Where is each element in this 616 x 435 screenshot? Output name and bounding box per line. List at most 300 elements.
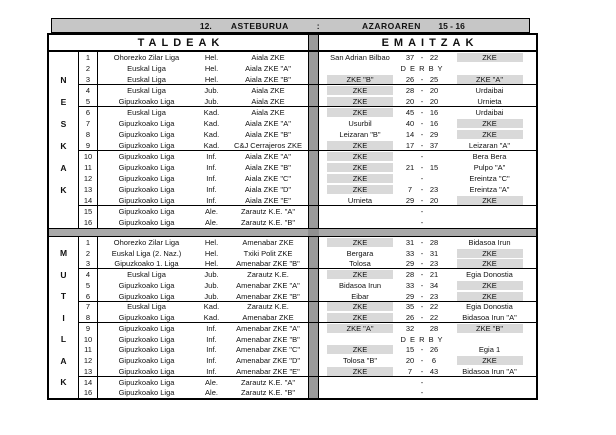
- home-score: 28: [405, 270, 415, 280]
- team-name: Aiala ZKE "A": [245, 152, 291, 161]
- category-label: Jub.: [204, 280, 219, 290]
- home-score: 17: [401, 140, 419, 151]
- score-dash: -: [420, 152, 424, 161]
- girls-row: [49, 184, 536, 195]
- score-dash: -: [420, 163, 424, 172]
- away-team-shaded: ZKE: [457, 259, 523, 268]
- home-team: [319, 85, 401, 96]
- category-label: Ale.: [205, 218, 218, 227]
- group-letter: [49, 151, 78, 162]
- league-name: Gipuzkoako Liga: [118, 152, 175, 161]
- home-score: 29: [401, 259, 419, 270]
- group-letter: M: [59, 248, 68, 259]
- home-team: [319, 107, 401, 118]
- team-name: Txiki Polit ZKE: [243, 248, 293, 258]
- category-label: Inf.: [206, 356, 217, 366]
- home-team: Eibar: [319, 291, 401, 302]
- section-divider-strip: [308, 302, 319, 313]
- section-divider-strip: [308, 52, 319, 63]
- league-name: Euskal Liga: [127, 270, 166, 280]
- away-team: Egia 1: [478, 345, 501, 355]
- row-number: 10: [78, 334, 98, 345]
- results-title-cell: [319, 35, 536, 50]
- away-team: Egia Donostia: [466, 270, 513, 280]
- away-team: [443, 206, 536, 217]
- away-score: 25: [425, 74, 443, 85]
- category-label: Hel.: [204, 64, 219, 73]
- row-number: 16: [78, 388, 98, 399]
- league-name: Gipuzkoako Liga: [98, 195, 195, 206]
- section-divider-strip: [308, 63, 319, 74]
- home-score: 20: [401, 96, 419, 107]
- home-score: 15: [405, 345, 415, 355]
- section-divider-strip: [308, 388, 319, 399]
- row-number: 10: [78, 151, 98, 162]
- section-divider-strip: [308, 355, 319, 366]
- group-letter: A: [60, 355, 67, 366]
- group-letter: L: [60, 334, 67, 345]
- home-score: [401, 173, 419, 184]
- section-divider-strip: [308, 291, 319, 302]
- league-name: Euskal Liga: [127, 64, 166, 73]
- boys-row: [49, 248, 536, 259]
- team-name: Zarautz K.E. "A": [240, 377, 296, 387]
- girls-row: [49, 173, 536, 184]
- league-name: Gipuzkoako Liga: [118, 388, 175, 398]
- category-label: Kad.: [203, 302, 220, 312]
- home-team-shaded: ZKE: [327, 86, 393, 95]
- section-divider-strip: [308, 35, 319, 50]
- row-number: 7: [78, 118, 98, 129]
- away-team-shaded: ZKE "B": [457, 324, 523, 333]
- away-score: 23: [425, 291, 443, 302]
- home-score: 37: [405, 53, 415, 62]
- team-name: Aiala ZKE: [251, 53, 285, 62]
- row-number: 12: [78, 355, 98, 366]
- away-team: [443, 118, 536, 129]
- row-number: 1: [78, 52, 98, 63]
- league-name: Euskal Liga: [127, 302, 166, 312]
- team-name: Aiala ZKE "D": [244, 185, 292, 194]
- away-score: 26: [429, 345, 439, 355]
- boys-row: [49, 334, 536, 345]
- section-divider-strip: [308, 74, 319, 85]
- away-score: [425, 334, 443, 345]
- league-name: Gipuzkoako Liga: [118, 130, 175, 139]
- home-team: [319, 377, 401, 388]
- away-score: 43: [425, 366, 443, 377]
- category-label: Hel.: [195, 74, 228, 85]
- score-dash: -: [420, 388, 424, 398]
- away-team: [443, 355, 536, 366]
- score-dash: -: [420, 97, 424, 106]
- away-team-shaded: ZKE: [457, 130, 523, 139]
- away-score: 22: [429, 302, 439, 312]
- away-score: 34: [429, 280, 439, 290]
- away-score: 23: [425, 259, 443, 270]
- category-label: Kad.: [203, 130, 220, 139]
- team-name: Amenabar ZKE "D": [235, 356, 301, 366]
- away-team-shaded: ZKE: [457, 281, 523, 290]
- home-team: [319, 74, 401, 85]
- away-score: [425, 151, 443, 162]
- home-team: Tolosa: [319, 259, 401, 270]
- derby-label: D E R B Y: [400, 334, 444, 344]
- home-score: 35: [405, 302, 415, 312]
- girls-row: [49, 63, 536, 74]
- home-score: 7: [401, 366, 419, 377]
- header-colon: :: [316, 21, 320, 31]
- home-score: [401, 217, 419, 228]
- home-score: [401, 151, 419, 162]
- away-team: [443, 280, 536, 291]
- league-name: Gipuzkoako Liga: [98, 96, 195, 107]
- girls-row: [49, 129, 536, 140]
- score-dash: -: [420, 366, 424, 376]
- section-divider-strip: [308, 184, 319, 195]
- section-divider-strip: [308, 85, 319, 96]
- team-name: Amenabar ZKE: [242, 237, 294, 247]
- league-name: Gipuzkoako Liga: [118, 185, 175, 194]
- league-name: Gipuzkoako Liga: [118, 377, 175, 387]
- away-team: [443, 63, 536, 74]
- away-team: [443, 52, 536, 63]
- boys-row: [49, 280, 536, 291]
- derby-label: D E R B Y: [400, 64, 444, 73]
- month-label: AZAROAREN: [362, 21, 421, 31]
- section-divider-strip: [308, 259, 319, 270]
- away-team: [443, 74, 536, 85]
- home-team: [319, 345, 401, 356]
- league-name: Ohorezko Zilar Liga: [113, 53, 180, 62]
- league-name: Euskal Liga: [127, 108, 166, 117]
- group-letter: K: [60, 377, 67, 388]
- row-number: 3: [78, 74, 98, 85]
- home-team-shaded: ZKE: [327, 270, 393, 279]
- category-label: Inf.: [206, 152, 217, 161]
- teams-title: TALDEAK: [137, 36, 225, 49]
- row-number: 13: [78, 366, 98, 377]
- home-team: Bergara: [346, 248, 374, 258]
- away-team-shaded: ZKE: [457, 53, 523, 62]
- away-score: 28: [429, 323, 439, 333]
- home-team-shaded: ZKE: [327, 141, 393, 150]
- home-team-shaded: ZKE: [327, 185, 393, 194]
- away-team: Pulpo "A": [473, 163, 506, 172]
- league-name: Gipuzkoako Liga: [98, 140, 195, 151]
- league-name: Gipuzkoako Liga: [98, 291, 195, 302]
- team-name: Zarautz K.E. "A": [240, 207, 296, 216]
- away-team: Urdaibai: [475, 86, 504, 95]
- home-team: Leizaran "B": [339, 130, 381, 139]
- girls-row: [49, 85, 536, 96]
- away-score: 15: [429, 163, 439, 172]
- home-team-shaded: ZKE "A": [327, 324, 393, 333]
- group-letter: [49, 195, 78, 206]
- league-name: Gipuzkoako Liga: [118, 356, 175, 366]
- league-name: Euskal Liga (2. Naz.): [111, 248, 182, 258]
- team-name: Amenabar ZKE: [228, 312, 308, 323]
- away-score: [425, 206, 443, 217]
- section-separator-row: [49, 228, 536, 237]
- section-divider-strip: [308, 107, 319, 118]
- row-number: 9: [78, 140, 98, 151]
- category-label: Inf.: [206, 163, 217, 172]
- week-number: 12.: [199, 21, 212, 31]
- home-score: 26: [401, 312, 419, 323]
- away-team: [443, 377, 536, 388]
- team-name: Amenabar ZKE "B": [236, 334, 300, 344]
- category-label: Ale.: [205, 377, 218, 387]
- category-label: Kad.: [203, 119, 220, 128]
- score-dash: -: [420, 377, 424, 387]
- home-team-shaded: ZKE: [327, 313, 393, 322]
- group-letter: [49, 388, 78, 399]
- team-name: Aiala ZKE "A": [245, 119, 291, 128]
- home-score: 29: [401, 291, 419, 302]
- group-letter: S: [60, 118, 67, 129]
- home-score: 26: [401, 74, 419, 85]
- away-score: 6: [431, 356, 437, 366]
- home-team: [319, 312, 401, 323]
- away-team: Urdaibai: [475, 108, 504, 117]
- score-dash: -: [420, 280, 424, 290]
- category-label: Inf.: [206, 334, 217, 344]
- row-number: 15: [78, 206, 98, 217]
- section-divider-strip: [308, 334, 319, 345]
- home-score: 20: [405, 356, 415, 366]
- score-dash: -: [420, 270, 424, 280]
- group-letter: [49, 129, 78, 140]
- category-label: Ale.: [205, 207, 218, 216]
- score-dash: -: [420, 185, 424, 194]
- away-team: [443, 291, 536, 302]
- group-letter: [49, 259, 78, 270]
- section-divider-strip: [308, 96, 319, 107]
- home-team: [319, 388, 401, 399]
- row-number: 16: [78, 217, 98, 228]
- away-team: Bidasoa Irun: [468, 237, 511, 247]
- girls-row: [49, 206, 536, 217]
- section-divider-strip: [308, 217, 319, 228]
- home-score: 21: [405, 163, 415, 172]
- section-divider-strip: [308, 140, 319, 151]
- girls-row: [49, 217, 536, 228]
- category-label: Inf.: [206, 345, 217, 355]
- home-team: Usurbil: [348, 119, 372, 128]
- results-title: EMAITZAK: [381, 36, 479, 49]
- team-name: Aiala ZKE: [251, 108, 285, 117]
- home-team-shaded: ZKE: [327, 174, 393, 183]
- section-divider-strip: [308, 195, 319, 206]
- group-letter: T: [60, 291, 67, 302]
- team-name: C&J Cerrajeros ZKE: [228, 140, 308, 151]
- section-divider-strip: [308, 118, 319, 129]
- league-name: Gipuzkoako Liga: [98, 312, 195, 323]
- category-label: Kad.: [203, 108, 220, 117]
- team-name: Amenabar ZKE "A": [236, 323, 300, 333]
- category-label: Hel.: [195, 259, 228, 270]
- category-label: Kad.: [195, 312, 228, 323]
- home-score: [401, 206, 419, 217]
- home-team: [319, 302, 401, 313]
- row-number: 12: [78, 173, 98, 184]
- team-name: Aiala ZKE "B": [228, 74, 308, 85]
- away-score: 16: [429, 119, 439, 128]
- league-name: Gipuzkoako Liga: [118, 119, 175, 128]
- score-dash: -: [420, 196, 424, 205]
- away-score: 22: [425, 312, 443, 323]
- league-name: Gipuzkoako Liga: [118, 345, 175, 355]
- away-team-shaded: ZKE: [457, 119, 523, 128]
- home-score: 14: [405, 130, 415, 139]
- score-dash: -: [420, 174, 424, 183]
- league-name: Gipuzkoako Liga: [118, 207, 175, 216]
- category-label: Inf.: [195, 366, 228, 377]
- category-label: Jub.: [195, 96, 228, 107]
- schedule-sheet: [47, 18, 538, 400]
- group-letter: [49, 206, 78, 217]
- home-team-shaded: ZKE: [327, 367, 393, 376]
- home-team: [319, 323, 401, 334]
- away-score: 37: [425, 140, 443, 151]
- home-team: Tolosa "B": [342, 356, 378, 366]
- away-team: Bidasoa Irun "A": [443, 366, 536, 377]
- home-team: [319, 151, 401, 162]
- away-team: [443, 259, 536, 270]
- away-score: 23: [429, 185, 439, 194]
- away-team: Ereintza "C": [469, 174, 510, 183]
- home-team: [319, 184, 401, 195]
- team-name: Amenabar ZKE "E": [228, 366, 308, 377]
- category-label: Jub.: [204, 270, 219, 280]
- home-score: 31: [405, 237, 415, 247]
- section-divider-strip: [308, 366, 319, 377]
- home-score: [401, 377, 419, 388]
- row-number: 4: [78, 85, 98, 96]
- team-name: Zarautz K.E.: [247, 302, 289, 312]
- score-dash: -: [420, 141, 424, 150]
- away-score: 20: [425, 96, 443, 107]
- girls-row: [49, 96, 536, 107]
- home-team: [319, 366, 401, 377]
- weekend-dates: 15 - 16: [438, 21, 465, 31]
- boys-row: [49, 323, 536, 334]
- category-label: Jub.: [204, 86, 219, 95]
- away-score: 22: [429, 53, 439, 62]
- group-letter: K: [60, 140, 67, 151]
- score-dash: -: [420, 291, 424, 301]
- score-dash: -: [420, 302, 424, 312]
- boys-row: [49, 259, 536, 270]
- team-name: Aiala ZKE "E": [228, 195, 308, 206]
- boys-row: [49, 302, 536, 313]
- group-letter: [49, 52, 78, 63]
- row-number: 1: [78, 237, 98, 248]
- boys-row: [49, 291, 536, 302]
- boys-row: [49, 237, 536, 248]
- girls-row: [49, 195, 536, 206]
- category-label: Hel.: [204, 248, 219, 258]
- section-divider-strip: [308, 269, 319, 280]
- home-team: [319, 162, 401, 173]
- league-name: Euskal Liga: [127, 86, 166, 95]
- girls-row: [49, 118, 536, 129]
- girls-row: [49, 74, 536, 85]
- week-label: ASTEBURUA: [230, 21, 289, 31]
- score-dash: -: [420, 313, 424, 323]
- girls-row: [49, 162, 536, 173]
- away-team-shaded: ZKE: [457, 356, 523, 365]
- section-divider-strip: [308, 237, 319, 248]
- away-score: 20: [425, 195, 443, 206]
- team-name: Aiala ZKE: [228, 96, 308, 107]
- team-name: Aiala ZKE "B": [245, 163, 291, 172]
- team-name: Aiala ZKE: [251, 86, 285, 95]
- home-score: 40: [405, 119, 415, 128]
- category-label: Kad.: [195, 140, 228, 151]
- home-team: Urnieta: [319, 195, 401, 206]
- home-score: [401, 388, 419, 399]
- team-name: Aiala ZKE "A": [245, 64, 291, 73]
- row-number: 13: [78, 184, 98, 195]
- home-score: 33: [405, 248, 415, 258]
- home-team: San Adrian Bilbao: [330, 53, 390, 62]
- category-label: Inf.: [206, 323, 217, 333]
- score-dash: -: [420, 75, 424, 84]
- row-number: 5: [78, 96, 98, 107]
- team-name: Amenabar ZKE "C": [235, 345, 301, 355]
- teams-title-cell: [49, 35, 308, 50]
- league-name: Gipuzkoako Liga: [118, 174, 175, 183]
- away-score: [425, 217, 443, 228]
- home-score: 28: [405, 86, 415, 95]
- home-score: 45: [405, 108, 415, 117]
- score-dash: -: [420, 237, 424, 247]
- section-divider-strip: [308, 248, 319, 259]
- home-team-shaded: ZKE: [327, 345, 393, 354]
- away-team: Leizaran "A": [443, 140, 536, 151]
- score-dash: -: [420, 218, 424, 227]
- league-name: Gipuzkoako Liga: [118, 163, 175, 172]
- row-number: 9: [78, 323, 98, 334]
- row-number: 5: [78, 280, 98, 291]
- row-number: 11: [78, 162, 98, 173]
- group-letter: U: [60, 269, 67, 280]
- group-letter: [49, 237, 78, 248]
- away-team-shaded: ZKE: [457, 292, 523, 301]
- score-dash: -: [420, 119, 424, 128]
- away-team: [443, 334, 536, 345]
- away-team: Bera Bera: [472, 152, 507, 161]
- team-name: Amenabar ZKE "A": [236, 280, 300, 290]
- section-divider-strip: [308, 162, 319, 173]
- section-divider-strip: [308, 312, 319, 323]
- group-letter: I: [62, 312, 65, 323]
- girls-section: [49, 52, 536, 228]
- section-divider-strip: [308, 173, 319, 184]
- league-name: Gipuzkoako 1. Liga: [98, 259, 195, 270]
- row-number: 8: [78, 312, 98, 323]
- row-number: 6: [78, 291, 98, 302]
- league-name: Gipuzkoako Liga: [118, 218, 175, 227]
- home-team: [319, 63, 401, 74]
- category-label: Jub.: [195, 291, 228, 302]
- away-score: 31: [429, 248, 439, 258]
- away-team: [443, 217, 536, 228]
- boys-row: [49, 269, 536, 280]
- league-name: Gipuzkoako Liga: [118, 323, 175, 333]
